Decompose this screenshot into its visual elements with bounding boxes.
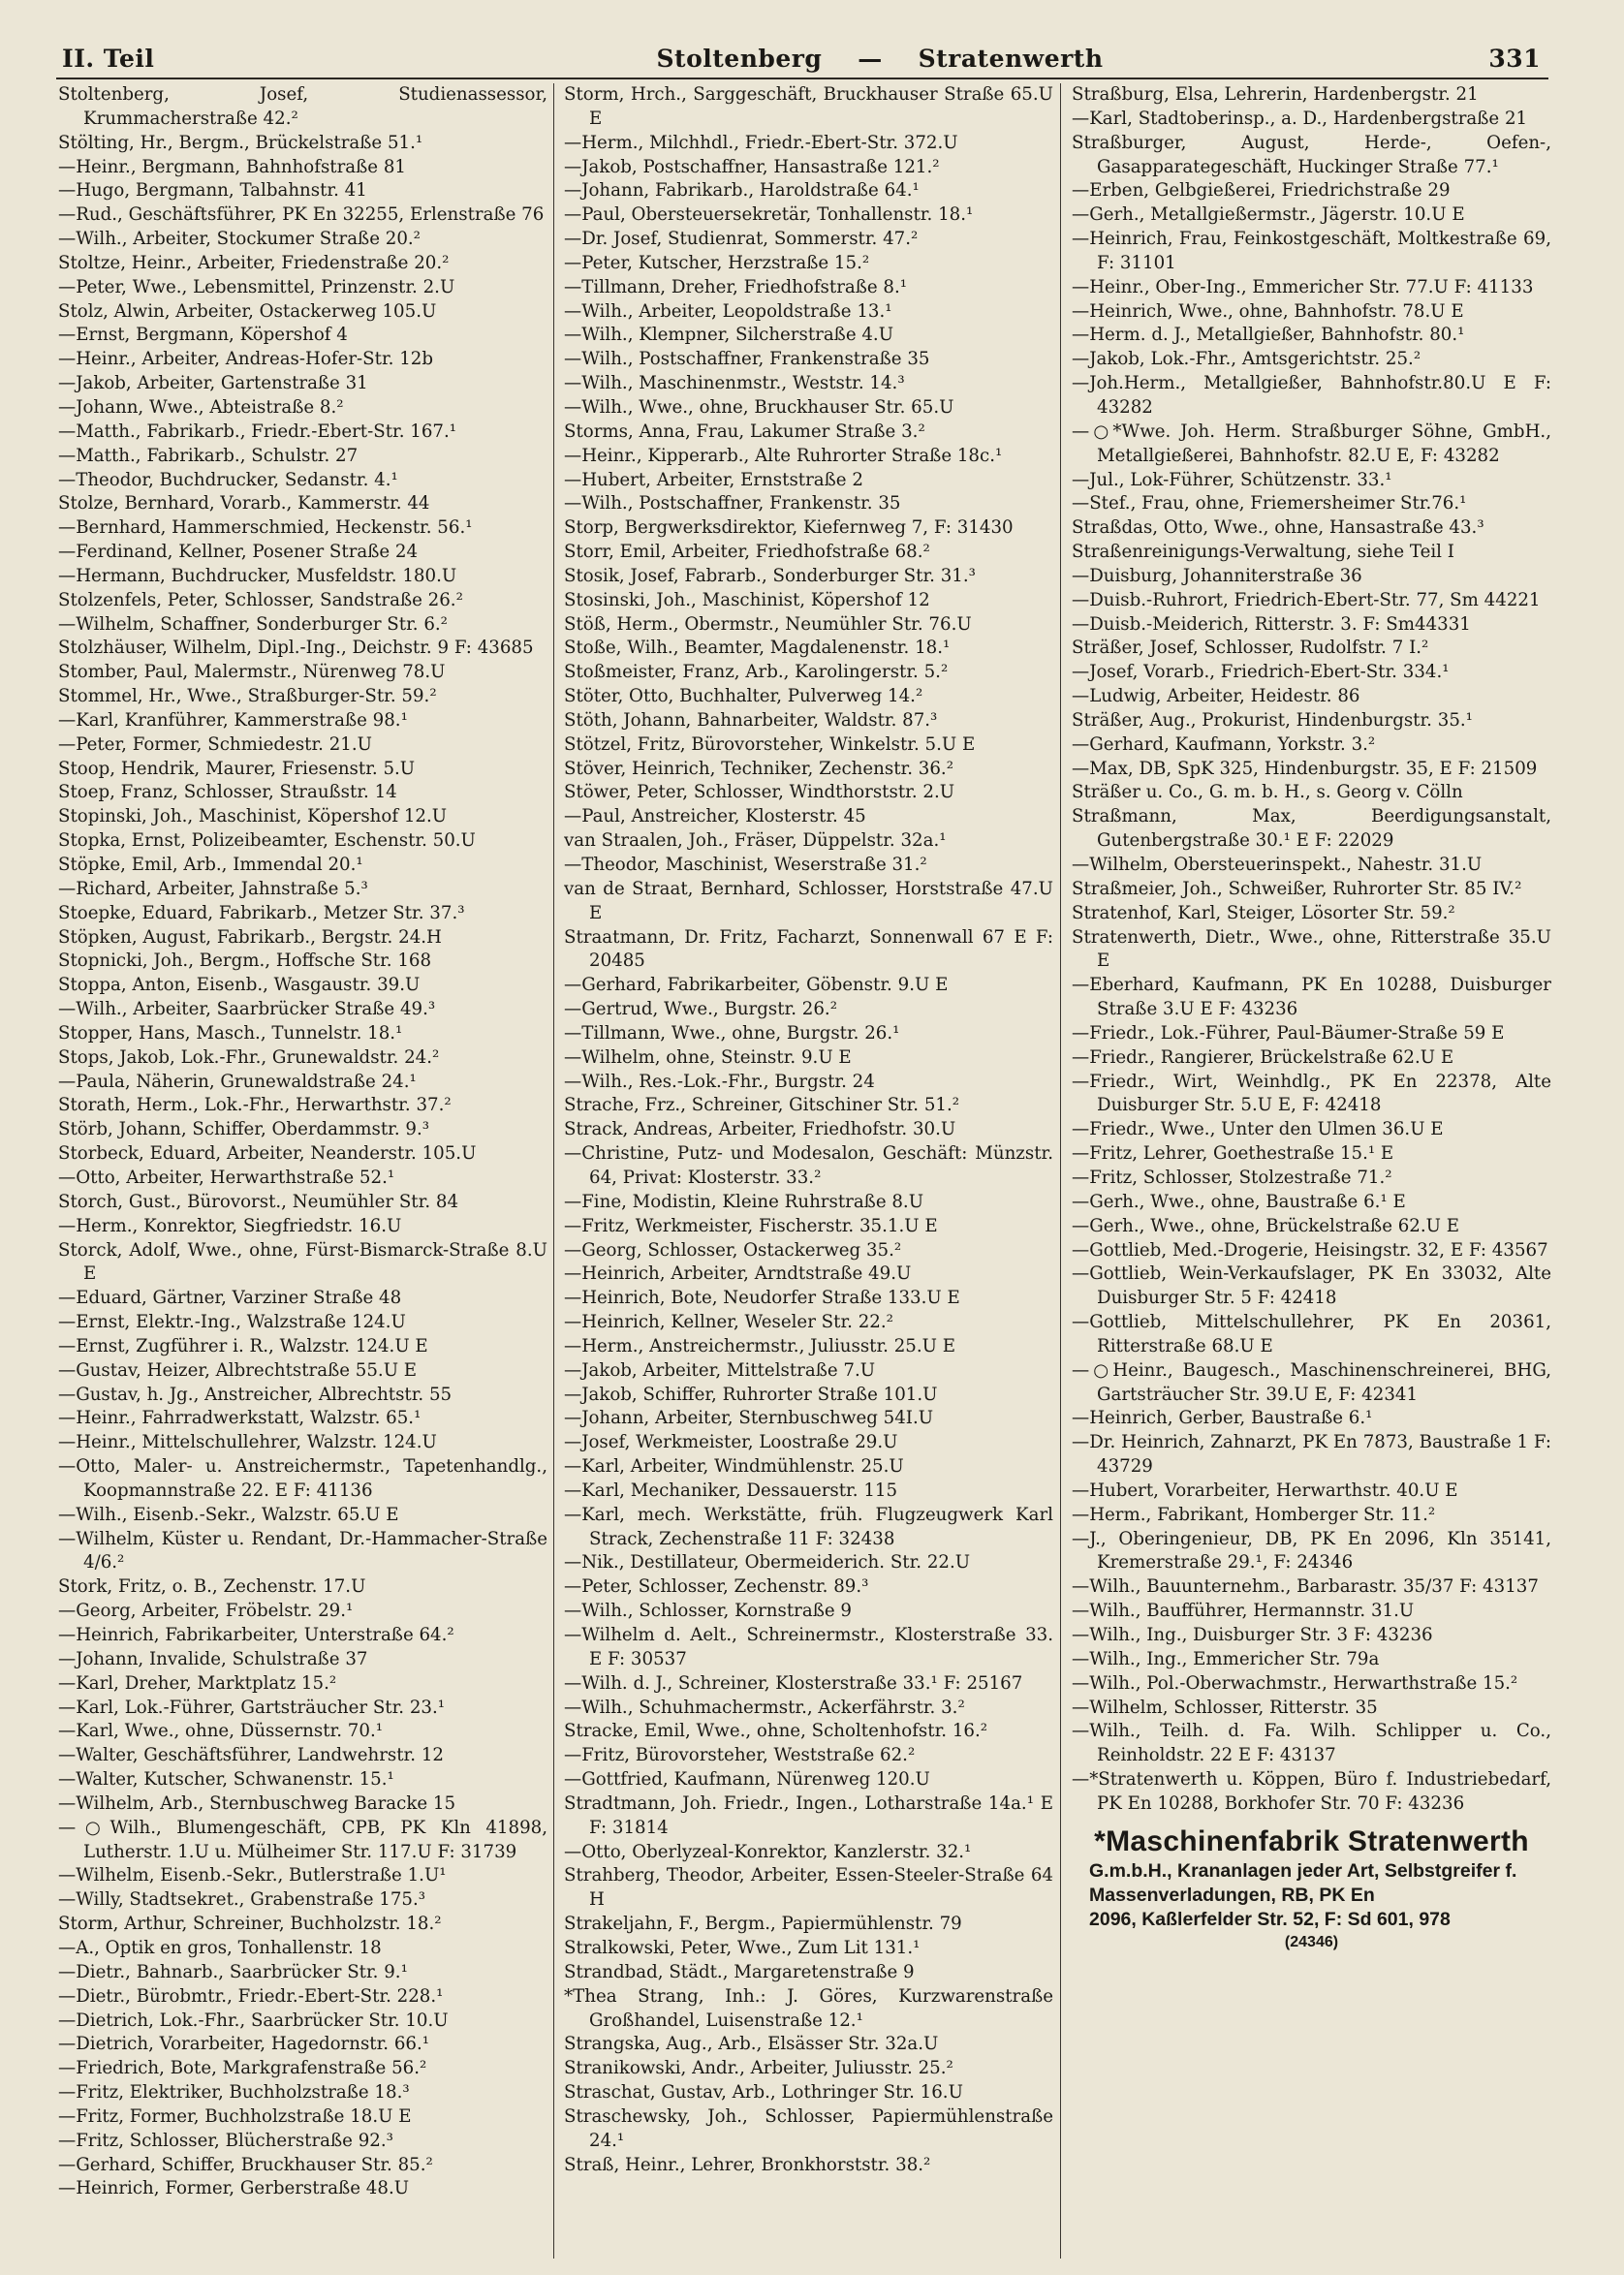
directory-entry: —Fritz, Schlosser, Stolzestraße 71.² (1072, 1167, 1392, 1188)
directory-entry: —Max, DB, SpK 325, Hindenburgstr. 35, E F: 21509 (1072, 758, 1538, 779)
directory-entry: —Karl, Mechaniker, Dessauerstr. 115 (564, 1480, 898, 1501)
directory-entry: —Herm., Konrektor, Siegfriedstr. 16.U (58, 1215, 402, 1236)
directory-entry: Stralkowski, Peter, Wwe., Zum Lit 131.¹ (564, 1937, 921, 1958)
directory-entry: —Wilhelm, Obersteuerinspekt., Nahestr. 31.U (1072, 855, 1483, 875)
directory-entry: —Dietr., Bahnarb., Saarbrücker Str. 9.¹ (58, 1961, 408, 1982)
directory-entry: —Wilh., Postschaffner, Frankenstr. 35 (564, 493, 901, 514)
directory-entry: Stöpken, August, Fabrikarb., Bergstr. 24.H (58, 926, 442, 948)
advertisement-line: G.m.b.H., Krananlagen jeder Art, Selbstgreifer f. Massenverladungen, RB, PK En (1089, 1859, 1517, 1906)
directory-entry: Stopnicki, Joh., Bergm., Hoffsche Str. 168 (58, 951, 432, 972)
range-dash: — (858, 45, 883, 73)
directory-entry: Strangska, Aug., Arb., Elsässer Str. 32a.U (564, 2034, 939, 2055)
directory-entry: Stoße, Wilh., Beamter, Magdalenenstr. 18.¹ (564, 638, 951, 659)
directory-entry: Sträßer u. Co., G. m. b. H., s. Georg v. Cölln (1072, 782, 1463, 803)
directory-entry: —Wilh., Pol.-Oberwachmstr., Herwarthstraße 15.² (1072, 1672, 1518, 1694)
directory-entry: —Heinrich, Former, Gerberstraße 48.U (58, 2178, 410, 2199)
advertisement-line: 2096, Kaßlerfelder Str. 52, F: Sd 601, 978 (1089, 1908, 1451, 1930)
directory-entry: —Matth., Fabrikarb., Friedr.-Ebert-Str. 167.¹ (58, 421, 457, 442)
directory-entry: —Ferdinand, Kellner, Posener Straße 24 (58, 542, 419, 563)
range-end: Stratenwerth (918, 45, 1104, 73)
directory-entry: —Wilh., Res.-Lok.-Fhr., Burgstr. 24 (564, 1071, 875, 1092)
directory-entry: —Friedr., Lok.-Führer, Paul-Bäumer-Straße 59 E (1072, 1022, 1505, 1044)
directory-entry: —Paul, Obersteuersekretär, Tonhallenstr. 18.¹ (564, 204, 974, 226)
directory-entry: —Karl, Dreher, Marktplatz 15.² (58, 1672, 337, 1694)
directory-column-2 (564, 83, 1053, 2259)
directory-entry: —Jakob, Arbeiter, Gartenstraße 31 (58, 373, 368, 394)
directory-entry: —Jakob, Postschaffner, Hansastraße 121.² (564, 156, 940, 177)
directory-entry: —Gerh., Metallgießermstr., Jägerstr. 10.U E (1072, 204, 1465, 226)
directory-entry: Straßmann, Max, Beerdigungsanstalt, Gutenbergstraße 30.¹ E F: 22029 (1072, 806, 1551, 852)
directory-entry: —Paula, Näherin, Grunewaldstraße 24.¹ (58, 1071, 417, 1092)
column-divider (553, 83, 554, 2259)
directory-entry: —Gottlieb, Mittelschullehrer, PK En 20361, Ritterstraße 68.U E (1072, 1312, 1551, 1356)
directory-entry: —Rud., Geschäftsführer, PK En 32255, Erlenstraße 76 (58, 204, 545, 226)
directory-entry: —Ernst, Zugführer i. R., Walzstr. 124.U E (58, 1335, 428, 1356)
directory-entry: —Wilhelm, Arb., Sternbuschweg Baracke 15 (58, 1792, 456, 1814)
directory-entry: Stöver, Heinrich, Techniker, Zechenstr. 36.² (564, 758, 953, 779)
directory-entry: —Georg, Arbeiter, Fröbelstr. 29.¹ (58, 1601, 354, 1622)
directory-entry: —Wilh., Schlosser, Kornstraße 9 (564, 1601, 852, 1622)
directory-entry: Strakeljahn, F., Bergm., Papiermühlenstr. 79 (564, 1914, 962, 1935)
directory-entry: —Fritz, Elektriker, Buchholzstraße 18.³ (58, 2082, 410, 2104)
directory-entry: Straschat, Gustav, Arb., Lothringer Str. 16.U (564, 2082, 963, 2104)
directory-entry: —Dr. Josef, Studienrat, Sommerstr. 47.² (564, 229, 919, 250)
directory-entry: *Thea Strang, Inh.: J. Göres, Kurzwarenstraße Großhandel, Luisenstraße 12.¹ (564, 1985, 1053, 2031)
directory-entry: —Wilh., Arbeiter, Leopoldstraße 13.¹ (564, 300, 892, 322)
directory-entry: —Matth., Fabrikarb., Schulstr. 27 (58, 445, 359, 466)
directory-entry: Stölting, Hr., Bergm., Brückelstraße 51.¹ (58, 132, 423, 153)
directory-entry: Stoepke, Eduard, Fabrikarb., Metzer Str. 37.³ (58, 902, 465, 923)
directory-entry: —Duisb.-Ruhrort, Friedrich-Ebert-Str. 77, Sm 44221 (1072, 589, 1541, 610)
directory-entry: van Straalen, Joh., Fräser, Düppelstr. 32a.¹ (564, 830, 947, 852)
directory-entry: Storm, Hrch., Sarggeschäft, Bruckhauser Straße 65.U E (564, 84, 1053, 129)
directory-entry: Storck, Adolf, Wwe., ohne, Fürst-Bismarck-Straße 8.U E (58, 1239, 547, 1285)
directory-entry: —Friedr., Wwe., Unter den Ulmen 36.U E (1072, 1119, 1444, 1140)
directory-entry: Strache, Frz., Schreiner, Gitschiner Str. 51.² (564, 1095, 960, 1116)
directory-entry: —Heinrich, Wwe., ohne, Bahnhofstr. 78.U E (1072, 300, 1464, 322)
directory-entry: Stolzhäuser, Wilhelm, Dipl.-Ing., Deichstr. 9 F: 43685 (58, 638, 534, 659)
directory-entry: Stomber, Paul, Malermstr., Nürenweg 78.U (58, 662, 446, 683)
directory-entry: —Johann, Wwe., Abteistraße 8.² (58, 396, 344, 418)
directory-entry: —Dietr., Bürobmtr., Friedr.-Ebert-Str. 228.¹ (58, 1985, 444, 2007)
directory-entry: —Heinrich, Gerber, Baustraße 6.¹ (1072, 1408, 1373, 1429)
directory-entry: —Josef, Werkmeister, Loostraße 29.U (564, 1432, 898, 1453)
directory-entry: —Hermann, Buchdrucker, Musfeldstr. 180.U (58, 565, 457, 586)
directory-entry: —Heinrich, Fabrikarbeiter, Unterstraße 64.² (58, 1625, 454, 1645)
column-3-entries (1072, 83, 1551, 1817)
directory-entry: —Fritz, Bürovorsteher, Weststraße 62.² (564, 1745, 916, 1766)
directory-entry: —Heinr., Bergmann, Bahnhofstraße 81 (58, 156, 406, 177)
directory-entry: —Gertrud, Wwe., Burgstr. 26.² (564, 999, 837, 1020)
directory-entry: Straß, Heinr., Lehrer, Bronkhorststr. 38.² (564, 2154, 931, 2175)
directory-entry: —Heinr., Ober-Ing., Emmericher Str. 77.U F: 41133 (1072, 276, 1534, 297)
directory-entry: —Dietrich, Vorarbeiter, Hagedornstr. 66.¹ (58, 2034, 430, 2055)
directory-entry: —Gustav, Heizer, Albrechtstraße 55.U E (58, 1359, 418, 1381)
directory-entry: —Tillmann, Wwe., ohne, Burgstr. 26.¹ (564, 1022, 900, 1044)
directory-entry: Stoltenberg, Josef, Studienassessor, Krummacherstraße 42.² (58, 84, 547, 129)
directory-entry: Stranikowski, Andr., Arbeiter, Juliusstr. 25.² (564, 2058, 953, 2079)
directory-entry: —Heinr., Mittelschullehrer, Walzstr. 124.U (58, 1432, 437, 1453)
directory-entry: —Hubert, Vorarbeiter, Herwarthstr. 40.U E (1072, 1480, 1458, 1501)
directory-entry: Storm, Arthur, Schreiner, Buchholzstr. 18.² (58, 1914, 442, 1935)
directory-entry: —Bernhard, Hammerschmied, Heckenstr. 56.¹ (58, 517, 473, 539)
directory-entry: Straßdas, Otto, Wwe., ohne, Hansastraße 43.³ (1072, 517, 1484, 539)
directory-entry: Stoltze, Heinr., Arbeiter, Friedenstraße 20.² (58, 252, 450, 273)
directory-entry: Stops, Jakob, Lok.-Fhr., Grunewaldstr. 24.² (58, 1046, 440, 1068)
directory-entry: —Theodor, Buchdrucker, Sedanstr. 4.¹ (58, 469, 398, 490)
directory-entry: —Gerh., Wwe., ohne, Brückelstraße 62.U E (1072, 1215, 1460, 1236)
directory-entry: —Wilh., Eisenb.-Sekr., Walzstr. 65.U E (58, 1504, 399, 1525)
directory-entry: —*Stratenwerth u. Köppen, Büro f. Industriebedarf, PK En 10288, Borkhofer Str. 70 F: 43236 (1072, 1769, 1551, 1814)
directory-entry: Storch, Gust., Bürovorst., Neumühler Str. 84 (58, 1191, 459, 1212)
directory-entry: —Otto, Oberlyzeal-Konrektor, Kanzlerstr. 32.¹ (564, 1841, 972, 1862)
directory-entry: —Richard, Arbeiter, Jahnstraße 5.³ (58, 878, 368, 899)
directory-entry: —Gottlieb, Wein-Verkaufslager, PK En 33032, Alte Duisburger Str. 5 F: 42418 (1072, 1263, 1551, 1309)
directory-entry: —Christine, Putz- und Modesalon, Geschäft: Münzstr. 64, Privat: Klosterstr. 33.² (564, 1143, 1053, 1188)
directory-entry: —Eduard, Gärtner, Varziner Straße 48 (58, 1288, 402, 1309)
directory-entry: Straßmeier, Joh., Schweißer, Ruhrorter Str. 85 IV.² (1072, 878, 1522, 899)
directory-entry: Straßburg, Elsa, Lehrerin, Hardenbergstr. 21 (1072, 84, 1479, 105)
directory-entry: Straßenreinigungs-Verwaltung, siehe Teil I (1072, 542, 1454, 563)
directory-entry: Stöth, Johann, Bahnarbeiter, Waldstr. 87.³ (564, 709, 938, 731)
directory-entry: Straatmann, Dr. Fritz, Facharzt, Sonnenwall 67 E F: 20485 (564, 926, 1053, 972)
directory-entry: —Wilhelm d. Aelt., Schreinermstr., Klosterstraße 33. E F: 30537 (564, 1625, 1053, 1669)
directory-entry: —Wilh. d. J., Schreiner, Klosterstraße 33.¹ F: 25167 (564, 1672, 1023, 1694)
directory-entry: Stötzel, Fritz, Bürovorsteher, Winkelstr. 5.U E (564, 733, 976, 755)
directory-entry: —Georg, Schlosser, Ostackerweg 35.² (564, 1239, 902, 1261)
directory-entry: —Peter, Kutscher, Herzstraße 15.² (564, 252, 870, 273)
directory-entry: —Karl, Kranführer, Kammerstraße 98.¹ (58, 709, 408, 731)
directory-entry: —○*Wwe. Joh. Herm. Straßburger Söhne, GmbH., Metallgießerei, Bahnhofstr. 82.U E, F: 43282 (1072, 421, 1551, 466)
directory-entry: —Herm., Fabrikant, Homberger Str. 11.² (1072, 1504, 1436, 1525)
directory-entry: —Wilh., Postschaffner, Frankenstraße 35 (564, 349, 930, 370)
directory-entry: —Wilhelm, Schlosser, Ritterstr. 35 (1072, 1697, 1378, 1718)
directory-entry: —Ernst, Elektr.-Ing., Walzstraße 124.U (58, 1312, 406, 1333)
directory-entry: Stöwer, Peter, Schlosser, Windthorststr. 2.U (564, 782, 955, 803)
advertisement-title: *Maschinenfabrik Stratenwerth (1094, 1824, 1529, 1857)
directory-entry: Storath, Herm., Lok.-Fhr., Herwarthstr. 37.² (58, 1095, 452, 1116)
directory-entry: Stöß, Herm., Obermstr., Neumühler Str. 76.U (564, 613, 972, 635)
directory-entry: —Stef., Frau, ohne, Friemersheimer Str.76.¹ (1072, 493, 1467, 514)
directory-entry: —Otto, Arbeiter, Herwarthstraße 52.¹ (58, 1167, 395, 1188)
directory-entry: Stracke, Emil, Wwe., ohne, Scholtenhofstr. 16.² (564, 1721, 988, 1742)
directory-entry: Stosinski, Joh., Maschinist, Köpershof 12 (564, 589, 930, 610)
directory-entry: van de Straat, Bernhard, Schlosser, Horststraße 47.U E (564, 878, 1053, 923)
directory-entry: Stolze, Bernhard, Vorarb., Kammerstr. 44 (58, 493, 430, 514)
directory-entry: —Peter, Schlosser, Zechenstr. 89.³ (564, 1576, 869, 1598)
directory-entry: —Karl, Arbeiter, Windmühlenstr. 25.U (564, 1456, 904, 1478)
directory-entry: Stolzenfels, Peter, Schlosser, Sandstraße 26.² (58, 589, 463, 610)
directory-entry: —Heinrich, Bote, Neudorfer Straße 133.U E (564, 1288, 960, 1309)
directory-entry: —○Heinr., Baugesch., Maschinenschreinerei, BHG, Gartsträucher Str. 39.U E, F: 42341 (1072, 1359, 1551, 1405)
directory-entry: —Hubert, Arbeiter, Ernststraße 2 (564, 469, 863, 490)
directory-entry: —Heinrich, Arbeiter, Arndtstraße 49.U (564, 1263, 912, 1285)
directory-entry: —J., Oberingenieur, DB, PK En 2096, Kln 35141, Kremerstraße 29.¹, F: 24346 (1072, 1528, 1551, 1574)
directory-entry: —Tillmann, Dreher, Friedhofstraße 8.¹ (564, 276, 908, 297)
directory-entry: —Jakob, Arbeiter, Mittelstraße 7.U (564, 1359, 876, 1381)
directory-entry: Stratenwerth, Dietr., Wwe., ohne, Ritterstraße 35.U E (1072, 926, 1551, 972)
directory-entry: —Wilh., Teilh. d. Fa. Wilh. Schlipper u. Co., Reinholdstr. 22 E F: 43137 (1072, 1721, 1551, 1766)
page-number: 331 (1488, 45, 1541, 73)
directory-entry: Storp, Bergwerksdirektor, Kiefernweg 7, F: 31430 (564, 517, 1014, 539)
directory-entry: —Karl, Wwe., ohne, Düssernstr. 70.¹ (58, 1721, 384, 1742)
directory-entry: —Willy, Stadtsekret., Grabenstraße 175.³ (58, 1889, 426, 1911)
directory-entry: —Wilh., Klempner, Silcherstraße 4.U (564, 325, 894, 346)
directory-entry: Storr, Emil, Arbeiter, Friedhofstraße 68.² (564, 542, 930, 563)
directory-entry: Stopka, Ernst, Polizeibeamter, Eschenstr. 50.U (58, 830, 476, 852)
directory-entry: —Gottlieb, Med.-Drogerie, Heisingstr. 32, E F: 43567 (1072, 1239, 1548, 1261)
directory-entry: —Wilh., Wwe., ohne, Bruckhauser Str. 65.U (564, 396, 954, 418)
directory-entry: Storms, Anna, Frau, Lakumer Straße 3.² (564, 421, 925, 442)
directory-entry: Stosik, Josef, Fabrarb., Sonderburger Str. 31.³ (564, 565, 976, 586)
directory-entry: —Fritz, Former, Buchholzstraße 18.U E (58, 2105, 412, 2127)
directory-entry: Stolz, Alwin, Arbeiter, Ostackerweg 105.U (58, 300, 437, 322)
page-header (56, 43, 1548, 79)
directory-entry: Stommel, Hr., Wwe., Straßburger-Str. 59.² (58, 686, 437, 707)
directory-entry: Storbeck, Eduard, Arbeiter, Neanderstr. 105.U (58, 1143, 477, 1165)
directory-entry: Stratenhof, Karl, Steiger, Lösorter Str. 59.² (1072, 902, 1455, 923)
directory-entry: —Nik., Destillateur, Obermeiderich. Str. 22.U (564, 1552, 971, 1574)
directory-entry: —Heinrich, Frau, Feinkostgeschäft, Moltkestraße 69, F: 31101 (1072, 229, 1551, 273)
directory-entry: —Karl, Stadtoberinsp., a. D., Hardenbergstraße 21 (1072, 108, 1528, 129)
directory-entry: —Karl, Lok.-Führer, Gartsträucher Str. 23.¹ (58, 1697, 446, 1718)
directory-entry: —Heinr., Kipperarb., Alte Ruhrorter Straße 18c.¹ (564, 445, 1003, 466)
directory-entry: Stoop, Hendrik, Maurer, Friesenstr. 5.U (58, 758, 416, 779)
directory-entry: Störb, Johann, Schiffer, Oberdammstr. 9.³ (58, 1119, 430, 1140)
directory-entry: —Fritz, Schlosser, Blücherstraße 92.³ (58, 2130, 393, 2151)
directory-entry: —Peter, Wwe., Lebensmittel, Prinzenstr. 2.U (58, 276, 455, 297)
directory-entry: —Walter, Kutscher, Schwanenstr. 15.¹ (58, 1769, 394, 1791)
directory-entry: Stöter, Otto, Buchhalter, Pulverweg 14.² (564, 686, 923, 707)
section-label: II. Teil (62, 45, 155, 73)
directory-entry: Straschewsky, Joh., Schlosser, Papiermühlenstraße 24.¹ (564, 2105, 1053, 2151)
directory-entry: —Erben, Gelbgießerei, Friedrichstraße 29 (1072, 180, 1451, 202)
directory-entry: —Peter, Former, Schmiedestr. 21.U (58, 733, 372, 755)
directory-entry: Strack, Andreas, Arbeiter, Friedhofstr. 30.U (564, 1119, 956, 1140)
directory-entry: Stoppa, Anton, Eisenb., Wasgaustr. 39.U (58, 975, 421, 996)
directory-entry: —Fine, Modistin, Kleine Ruhrstraße 8.U (564, 1191, 924, 1212)
directory-entry: —Wilhelm, ohne, Steinstr. 9.U E (564, 1046, 852, 1068)
directory-entry: —Fritz, Lehrer, Goethestraße 15.¹ E (1072, 1143, 1394, 1165)
directory-entry: Stopinski, Joh., Maschinist, Köpershof 12.U (58, 806, 448, 827)
directory-entry: —Duisburg, Johanniterstraße 36 (1072, 565, 1362, 586)
directory-entry: —Karl, mech. Werkstätte, früh. Flugzeugwerk Karl Strack, Zechenstraße 11 F: 32438 (564, 1504, 1053, 1549)
directory-entry: Straßburger, August, Herde-, Oefen-, Gasapparategeschäft, Huckinger Straße 77.¹ (1072, 132, 1551, 177)
directory-entry: —Heinrich, Kellner, Weseler Str. 22.² (564, 1312, 893, 1333)
directory-entry: —Wilh., Arbeiter, Saarbrücker Straße 49.³ (58, 999, 436, 1020)
directory-entry: —Friedrich, Bote, Markgrafenstraße 56.² (58, 2058, 427, 2079)
directory-entry: —Wilhelm, Küster u. Rendant, Dr.-Hammacher-Straße 4/6.² (58, 1528, 547, 1574)
directory-entry: —Herm. d. J., Metallgießer, Bahnhofstr. 80.¹ (1072, 325, 1465, 346)
directory-column-1 (58, 83, 547, 2259)
directory-entry: —Jakob, Lok.-Fhr., Amtsgerichtstr. 25.² (1072, 349, 1421, 370)
directory-entry: —○Wilh., Blumengeschäft, CPB, PK Kln 41898, Lutherstr. 1.U u. Mülheimer Str. 117.U F: 31739 (58, 1817, 547, 1862)
directory-entry: —Gottfried, Kaufmann, Nürenweg 120.U (564, 1769, 930, 1791)
directory-entry: —Heinr., Fahrradwerkstatt, Walzstr. 65.¹ (58, 1408, 422, 1429)
directory-entry: —Gerhard, Kaufmann, Yorkstr. 3.² (1072, 733, 1376, 755)
advertisement-block (1072, 1824, 1551, 1953)
column-divider (1060, 83, 1061, 2259)
directory-entry: —Herm., Milchhdl., Friedr.-Ebert-Str. 372.U (564, 132, 958, 153)
name-range (599, 45, 1161, 73)
directory-entry: —Josef, Vorarb., Friedrich-Ebert-Str. 334.¹ (1072, 662, 1450, 683)
directory-entry: Strandbad, Städt., Margaretenstraße 9 (564, 1961, 915, 1982)
directory-entry: —Johann, Arbeiter, Sternbuschweg 54I.U (564, 1408, 934, 1429)
directory-entry: —Gerhard, Schiffer, Bruckhauser Str. 85.² (58, 2154, 433, 2175)
directory-entry: —Wilh., Maschinenmstr., Weststr. 14.³ (564, 373, 905, 394)
directory-entry: —Johann, Fabrikarb., Haroldstraße 64.¹ (564, 180, 920, 202)
directory-entry: —Dietrich, Lok.-Fhr., Saarbrücker Str. 10.U (58, 2010, 449, 2031)
directory-entry: —Ludwig, Arbeiter, Heidestr. 86 (1072, 686, 1360, 707)
directory-entry: —Duisb.-Meiderich, Ritterstr. 3. F: Sm44331 (1072, 613, 1471, 635)
directory-entry: —Dr. Heinrich, Zahnarzt, PK En 7873, Baustraße 1 F: 43729 (1072, 1432, 1551, 1478)
directory-entry: —Herm., Anstreichermstr., Juliusstr. 25.U E (564, 1335, 956, 1356)
directory-entry: Stoßmeister, Franz, Arb., Karolingerstr. 5.² (564, 662, 949, 683)
directory-entry: Sträßer, Josef, Schlosser, Rudolfstr. 7 I.² (1072, 638, 1429, 659)
directory-entry: Stork, Fritz, o. B., Zechenstr. 17.U (58, 1576, 366, 1598)
directory-entry: —Gustav, h. Jg., Anstreicher, Albrechtstr. 55 (58, 1384, 453, 1405)
directory-entry: Stöpke, Emil, Arb., Immendal 20.¹ (58, 855, 363, 875)
directory-entry: —Hugo, Bergmann, Talbahnstr. 41 (58, 180, 367, 202)
directory-entry: —Johann, Invalide, Schulstraße 37 (58, 1648, 368, 1669)
directory-entry: —Paul, Anstreicher, Klosterstr. 45 (564, 806, 866, 827)
directory-column-3 (1072, 83, 1551, 2259)
directory-entry: —Jakob, Schiffer, Ruhrorter Straße 101.U (564, 1384, 938, 1405)
directory-entry: —Wilhelm, Eisenb.-Sekr., Butlerstraße 1.U¹ (58, 1865, 447, 1886)
directory-entry: —Joh.Herm., Metallgießer, Bahnhofstr.80.U E F: 43282 (1072, 373, 1551, 418)
directory-entry: —Wilhelm, Schaffner, Sonderburger Str. 6.² (58, 613, 448, 635)
directory-entry: —Wilh., Bauunternehm., Barbarastr. 35/37 F: 43137 (1072, 1576, 1539, 1598)
directory-entry: Strahberg, Theodor, Arbeiter, Essen-Steeler-Straße 64 H (564, 1865, 1053, 1911)
directory-entry: Stoep, Franz, Schlosser, Straußstr. 14 (58, 782, 397, 803)
directory-entry: Stradtmann, Joh. Friedr., Ingen., Lotharstraße 14a.¹ E F: 31814 (564, 1792, 1053, 1838)
directory-entry: —Theodor, Maschinist, Weserstraße 31.² (564, 855, 927, 875)
directory-entry: —Friedr., Wirt, Weinhdlg., PK En 22378, Alte Duisburger Str. 5.U E, F: 42418 (1072, 1071, 1551, 1116)
directory-entry: —Heinr., Arbeiter, Andreas-Hofer-Str. 12b (58, 349, 433, 370)
directory-entry: —Wilh., Arbeiter, Stockumer Straße 20.² (58, 229, 421, 250)
directory-entry: —A., Optik en gros, Tonhallenstr. 18 (58, 1937, 382, 1958)
range-start: Stoltenberg (656, 45, 823, 73)
directory-entry: —Fritz, Werkmeister, Fischerstr. 35.1.U E (564, 1215, 938, 1236)
directory-entry: —Wilh., Ing., Duisburger Str. 3 F: 43236 (1072, 1625, 1433, 1645)
directory-entry: —Walter, Geschäftsführer, Landwehrstr. 12 (58, 1745, 444, 1766)
directory-entry: —Friedr., Rangierer, Brückelstraße 62.U E (1072, 1046, 1454, 1068)
directory-entry: —Wilh., Schuhmachermstr., Ackerfährstr. 3.² (564, 1697, 965, 1718)
directory-entry: —Gerhard, Fabrikarbeiter, Göbenstr. 9.U E (564, 975, 949, 996)
directory-entry: —Eberhard, Kaufmann, PK En 10288, Duisburger Straße 3.U E F: 43236 (1072, 975, 1551, 1020)
directory-entry: —Wilh., Baufführer, Hermannstr. 31.U (1072, 1601, 1415, 1622)
directory-entry: —Jul., Lok-Führer, Schützenstr. 33.¹ (1072, 469, 1392, 490)
directory-entry: —Wilh., Ing., Emmericher Str. 79a (1072, 1648, 1380, 1669)
directory-entry: —Otto, Maler- u. Anstreichermstr., Tapetenhandlg., Koopmannstraße 22. E F: 41136 (58, 1456, 547, 1501)
advertisement-code: (24346) (1284, 1933, 1339, 1950)
directory-entry: —Ernst, Bergmann, Köpershof 4 (58, 325, 348, 346)
directory-entry: Stopper, Hans, Masch., Tunnelstr. 18.¹ (58, 1022, 403, 1044)
directory-entry: Sträßer, Aug., Prokurist, Hindenburgstr. 35.¹ (1072, 709, 1473, 731)
directory-entry: —Gerh., Wwe., ohne, Baustraße 6.¹ E (1072, 1191, 1406, 1212)
